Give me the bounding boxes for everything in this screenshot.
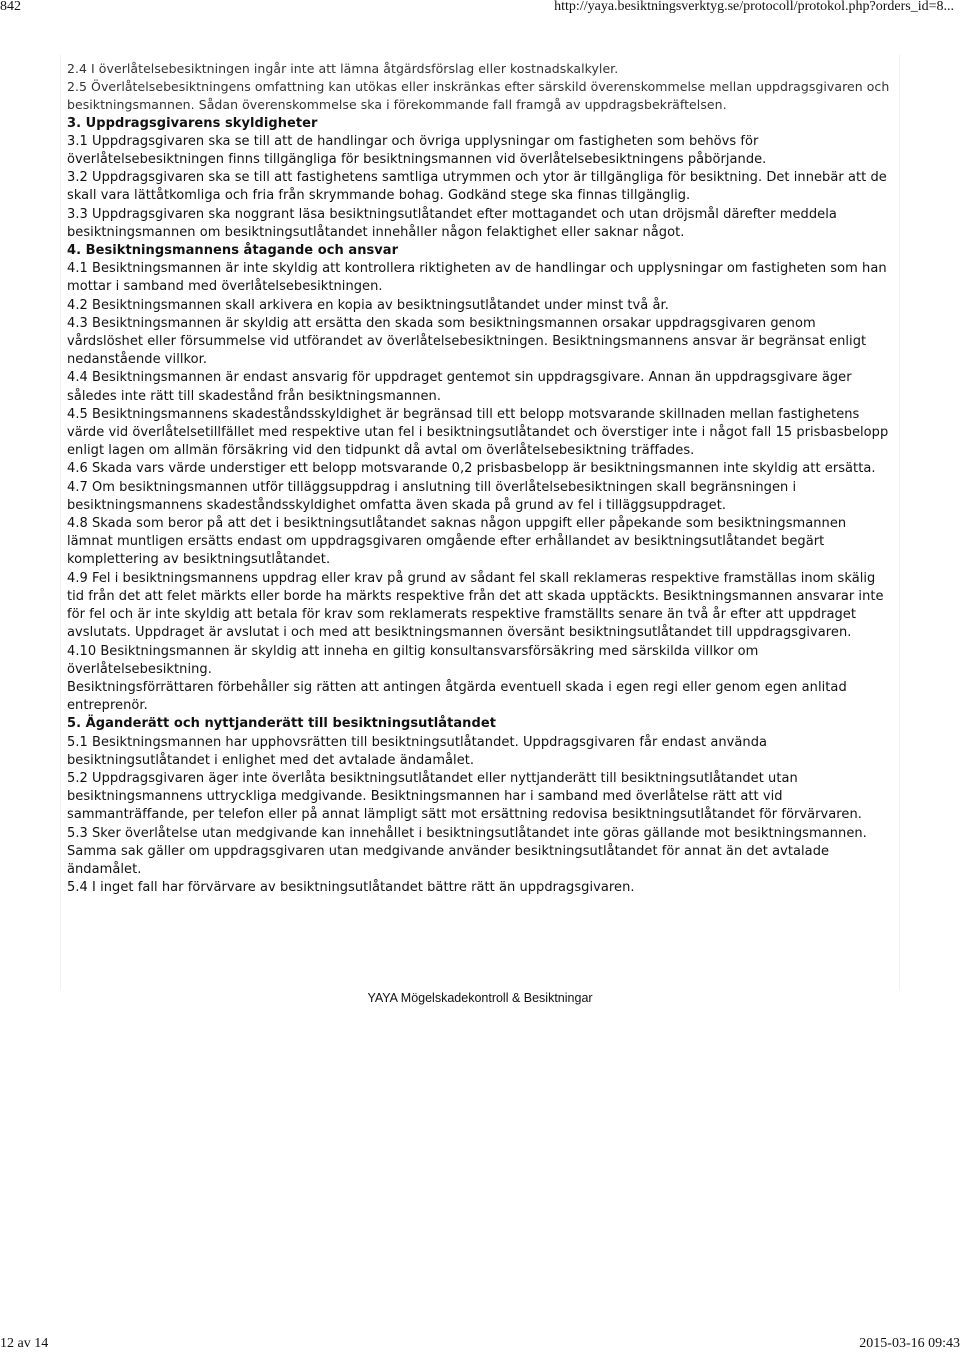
paragraph: 5.4 I inget fall har förvärvare av besiktningsutlåtandet bättre rätt än uppdragsgivaren. bbox=[67, 880, 635, 896]
section-heading: 3. Uppdragsgivarens skyldigheter bbox=[67, 115, 318, 131]
paragraph: 4.7 Om besiktningsmannen utför tilläggsuppdrag i anslutning till överlåtelsebesiktningen skall begränsningen i besiktningsmannens skadeståndsskyldighet omfatta även skada på grund av fel i tilläggsuppdraget. bbox=[67, 479, 797, 513]
company-footer: YAYA Mögelskadekontroll & Besiktningar bbox=[367, 991, 593, 1005]
print-page-ref: 842 bbox=[0, 0, 21, 14]
paragraph: 4.4 Besiktningsmannen är endast ansvarig för uppdraget gentemot sin uppdragsgivare. Annan än uppdragsgivare äger således inte rätt till skadestånd från besiktningsmannen. bbox=[67, 370, 852, 404]
paragraph: Besiktningsförrättaren förbehåller sig rätten att antingen åtgärda eventuell skada i egen regi eller genom egen anlitad entreprenör. bbox=[67, 679, 847, 714]
document-body bbox=[67, 60, 893, 897]
page-count: 12 av 14 bbox=[0, 1336, 49, 1351]
paragraph: 4.6 Skada vars värde understiger ett belopp motsvarande 0,2 prisbasbelopp är besiktningsmannen inte skyldig att ersätta. bbox=[67, 461, 876, 477]
paragraph: 5.3 Sker överlåtelse utan medgivande kan innehållet i besiktningsutlåtandet inte göras gällande mot besiktningsmannen. Samma sak gäller om uppdragsgivaren utan medgivande använder besiktningsutlåtandet för annat än det avtalade ändamålet. bbox=[67, 825, 867, 877]
paragraph: 3.1 Uppdragsgivaren ska se till att de handlingar och övriga upplysningar om fastigheten som behövs för överlåtelsebesiktningen finns tillgängliga för besiktningsmannen vid överlåtelsebesiktningens påbörjande. bbox=[67, 133, 767, 168]
paragraph: 2.5 Överlåtelsebesiktningens omfattning kan utökas eller inskränkas efter särskild överenskommelse mellan uppdragsgivaren och besiktningsmannen. Sådan överenskommelse ska i förekommande fall framgå av uppdragsbekräftelsen. bbox=[67, 79, 890, 113]
paragraph: 3.3 Uppdragsgivaren ska noggrant läsa besiktningsutlåtandet efter mottagandet och utan dröjsmål därefter meddela besiktningsmannen om besiktningsutlåtandet innehåller någon felaktighet eller saknar något. bbox=[67, 206, 837, 240]
paragraph: 4.8 Skada som beror på att det i besiktningsutlåtandet saknas någon uppgift eller påpekande som besiktningsmannen lämnat muntligen ersätts endast om uppdragsgivaren omgående efter erhållandet av besiktningsutlåtandet begärt komplettering av besiktningsutlåtandet. bbox=[67, 516, 847, 568]
paragraph: 4.2 Besiktningsmannen skall arkivera en kopia av besiktningsutlåtandet under minst två år. bbox=[67, 297, 669, 313]
print-timestamp: 2015-03-16 09:43 bbox=[859, 1336, 960, 1351]
paragraph: 3.2 Uppdragsgivaren ska se till att fastighetens samtliga utrymmen och ytor är tillgängliga för besiktning. Det innebär att de skall vara lättåtkomliga och fria från skrymmande bohag. Godkänd stege ska finnas tillgänglig. bbox=[67, 170, 887, 204]
print-url: http://yaya.besiktningsverktyg.se/protocoll/protokol.php?orders_id=8... bbox=[554, 0, 954, 14]
paragraph: 5.1 Besiktningsmannen har upphovsrätten till besiktningsutlåtandet. Uppdragsgivaren får endast använda besiktningsutlåtandet i enlighet med det avtalade ändamålet. bbox=[67, 734, 768, 768]
section-heading: 4. Besiktningsmannens åtagande och ansvar bbox=[67, 243, 399, 259]
paragraph: 5.2 Uppdragsgivaren äger inte överlåta besiktningsutlåtandet eller nyttjanderätt till besiktningsutlåtandet utan besiktningsmannens uttryckliga medgivande. Besiktningsmannen har i samband med överlåtelse rätt att vid sammanträffande, per telefon eller på annat lämpligt sätt mot ersättning redovisa besiktningsutlåtandet för förvärvaren. bbox=[67, 770, 862, 823]
paragraph: 4.3 Besiktningsmannen är skyldig att ersätta den skada som besiktningsmannen orsakar uppdragsgivaren genom vårdslöshet eller försummelse vid utförandet av överlåtelsebesiktningen. Besiktningsmannens ansvar är begränsat enligt nedanstående villkor. bbox=[67, 315, 867, 368]
paragraph: 4.10 Besiktningsmannen är skyldig att inneha en giltig konsultansvarsförsäkring med särskilda villkor om överlåtelsebesiktning. bbox=[67, 643, 759, 677]
paragraph: 4.1 Besiktningsmannen är inte skyldig att kontrollera riktigheten av de handlingar och upplysningar om fastigheten som han mottar i samband med överlåtelsebesiktningen. bbox=[67, 261, 887, 295]
paragraph: 4.9 Fel i besiktningsmannens uppdrag eller krav på grund av sådant fel skall reklameras respektive framställas inom skälig tid från det att felet märkts eller borde ha märkts respektive från det att skada upptäckts. Besiktningsmannen ansvarar inte för fel och är inte skyldig att betala för krav som reklamerats respektive framställts senare än två år efter att uppdraget avslutats. Uppdraget är avslutat i och med att besiktningsmannen översänt besiktningsutlåtandet till uppdragsgivaren. bbox=[67, 570, 884, 641]
paragraph: 4.5 Besiktningsmannens skadeståndsskyldighet är begränsad till ett belopp motsvarande skillnaden mellan fastighetens värde vid överlåtelsetillfället med respektive utan fel i besiktningsutlåtandet och överstiger inte i något fall 15 prisbasbelopp enligt lagen om allmän försäkring vid den tidpunkt då avtal om överlåtelsebesiktning träffades. bbox=[67, 406, 889, 459]
paragraph: 2.4 I överlåtelsebesiktningen ingår inte att lämna åtgärdsförslag eller kostnadskalkyler. bbox=[67, 61, 619, 76]
section-heading: 5. Äganderätt och nyttjanderätt till besiktningsutlåtandet bbox=[67, 716, 496, 732]
